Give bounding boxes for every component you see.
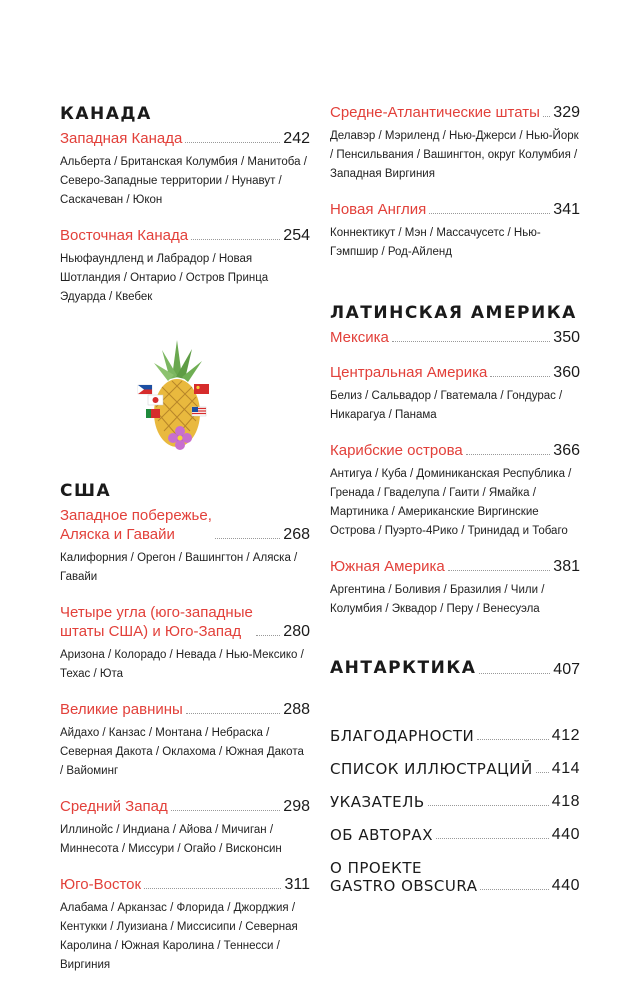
toc-entry[interactable] xyxy=(60,129,310,210)
toc-entry[interactable] xyxy=(60,875,310,975)
toc-entry-title[interactable]: Средний Запад xyxy=(60,798,168,815)
toc-entry-title[interactable]: Юго-Восток xyxy=(60,876,142,893)
toc-entry-title[interactable]: Четыре угла (юго-западные штаты США) и Юго-Запад xyxy=(60,604,253,640)
dot-leader xyxy=(144,888,281,889)
dot-leader xyxy=(429,213,550,214)
dot-leader xyxy=(490,376,550,377)
toc-back-entry[interactable] xyxy=(330,727,580,745)
toc-entry-regions: Коннектикут / Мэн / Массачусетс / Нью-Гэмпшир / Род-Айленд xyxy=(330,227,541,258)
toc-page-number: 381 xyxy=(553,558,580,575)
toc-page-number: 418 xyxy=(551,793,580,810)
toc-entry-head[interactable] xyxy=(330,103,580,122)
pineapple-with-flags-icon xyxy=(132,335,222,453)
toc-page-number: 412 xyxy=(551,727,580,744)
toc-entry[interactable] xyxy=(330,557,580,619)
toc-entry-regions: Антигуа / Куба / Доминиканская Республика / Гренада / Гваделупа / Гаити / Ямайка / Мартиника / Американские Виргинские Острова / Пуэрто-4Рико / Тринидад и Тобаго xyxy=(330,468,572,537)
toc-entry-regions: Ньюфаундленд и Лабрадор / Новая Шотландия / Онтарио / Остров Принца Эдуарда / Квебек xyxy=(60,253,269,303)
back-matter xyxy=(330,727,580,895)
toc-entry[interactable] xyxy=(330,363,580,425)
toc-back-entry[interactable] xyxy=(330,859,580,895)
toc-page-number: 298 xyxy=(283,798,310,815)
dot-leader xyxy=(186,713,280,714)
dot-leader xyxy=(185,142,280,143)
toc-entry-title[interactable]: Южная Америка xyxy=(330,558,445,575)
toc-entry-regions: Альберта / Британская Колумбия / Манитоба / Северо-Западные территории / Нунавут / Саскачеван / Юкон xyxy=(60,156,307,206)
dot-leader xyxy=(171,810,281,811)
dot-leader xyxy=(536,772,549,773)
toc-entry[interactable] xyxy=(60,226,310,307)
toc-page-number: 288 xyxy=(283,701,310,718)
toc-page-number: 366 xyxy=(553,442,580,459)
toc-entry-title[interactable]: Восточная Канада xyxy=(60,227,189,244)
dot-leader xyxy=(543,116,550,117)
dot-leader xyxy=(479,673,550,674)
toc-entry-title[interactable]: Западная Канада xyxy=(60,130,183,147)
toc-entry-title[interactable]: Западное побережье, Аляска и Гавайи xyxy=(60,507,212,543)
toc-entry[interactable] xyxy=(330,103,580,184)
toc-back-entry-title[interactable]: УКАЗАТЕЛЬ xyxy=(330,793,425,811)
toc-page-number: 341 xyxy=(553,201,580,218)
toc-entry-regions: Айдахо / Канзас / Монтана / Небраска / Северная Дакота / Оклахома / Южная Дакота / Вайоминг xyxy=(60,727,304,777)
toc-page-number: 329 xyxy=(553,104,580,121)
toc-entry-title[interactable]: Карибские острова xyxy=(330,442,463,459)
toc-back-entry-title[interactable]: СПИСОК ИЛЛЮСТРАЦИЙ xyxy=(330,760,533,778)
toc-entry-title[interactable]: Мексика xyxy=(330,329,389,346)
toc-entry-title[interactable]: Новая Англия xyxy=(330,201,427,218)
dot-leader xyxy=(477,739,549,740)
left-column xyxy=(60,103,310,991)
toc-entry-regions: Аризона / Колорадо / Невада / Нью-Мексико / Техас / Юта xyxy=(60,649,304,680)
toc-page-number: 242 xyxy=(283,130,310,147)
toc-back-entry[interactable] xyxy=(330,826,580,844)
dot-leader xyxy=(215,538,280,539)
toc-page-number: 280 xyxy=(283,623,310,640)
toc-entry-title[interactable]: Средне-Атлантические штаты xyxy=(330,104,540,121)
toc-page-number: 350 xyxy=(553,329,580,346)
toc-entry-head[interactable] xyxy=(330,200,580,219)
toc-entry-head[interactable] xyxy=(60,797,310,816)
toc-entry[interactable] xyxy=(60,506,310,587)
toc-entry[interactable] xyxy=(330,328,580,347)
toc-entry[interactable] xyxy=(60,700,310,781)
right-column xyxy=(330,103,580,910)
toc-entry-head[interactable] xyxy=(60,875,310,894)
toc-page-number: 268 xyxy=(283,526,310,543)
toc-back-entry[interactable] xyxy=(330,760,580,778)
toc-back-entry[interactable] xyxy=(330,793,580,811)
dot-leader xyxy=(256,635,280,636)
section-canada xyxy=(60,103,310,307)
toc-page-number: 311 xyxy=(284,876,310,893)
toc-page-number: 440 xyxy=(551,826,580,843)
toc-entry-regions: Аргентина / Боливия / Бразилия / Чили / Колумбия / Эквадор / Перу / Венесуэла xyxy=(330,584,545,615)
toc-entry-title[interactable]: Центральная Америка xyxy=(330,364,488,381)
toc-entry-regions: Калифорния / Орегон / Вашингтон / Аляска / Гавайи xyxy=(60,552,298,583)
toc-entry-head[interactable] xyxy=(60,603,310,641)
section-title-latin-america: ЛАТИНСКАЯ АМЕРИКА xyxy=(330,303,577,323)
section-title-antarctica[interactable]: АНТАРКТИКА xyxy=(330,658,477,678)
section-usa xyxy=(60,480,310,975)
toc-entry[interactable] xyxy=(330,441,580,541)
toc-page-number: 360 xyxy=(553,364,580,381)
toc-entry-head[interactable] xyxy=(330,328,580,347)
toc-entry-head[interactable] xyxy=(60,226,310,245)
dot-leader xyxy=(480,889,548,890)
toc-entry-head[interactable] xyxy=(60,129,310,148)
toc-entry-head[interactable] xyxy=(330,557,580,576)
toc-entry[interactable] xyxy=(60,797,310,859)
toc-entry-regions: Белиз / Сальвадор / Гватемала / Гондурас / Никарагуа / Панама xyxy=(330,390,563,421)
toc-back-entry-title[interactable]: ОБ АВТОРАХ xyxy=(330,826,433,844)
toc-page-number: 407 xyxy=(553,661,580,678)
section-antarctica[interactable] xyxy=(330,657,580,679)
toc-back-entry-title[interactable]: О ПРОЕКТЕ GASTRO OBSCURA xyxy=(330,859,478,895)
toc-page-number: 254 xyxy=(283,227,310,244)
toc-entry-head[interactable] xyxy=(330,441,580,460)
section-latin-america xyxy=(330,302,580,619)
dot-leader xyxy=(466,454,551,455)
dot-leader xyxy=(448,570,551,571)
dot-leader xyxy=(392,341,550,342)
section-title-usa: США xyxy=(60,481,112,501)
toc-entry-head[interactable] xyxy=(60,700,310,719)
dot-leader xyxy=(191,239,280,240)
toc-back-entry-title[interactable]: БЛАГОДАРНОСТИ xyxy=(330,727,475,745)
dot-leader xyxy=(428,805,549,806)
toc-entry-regions: Алабама / Арканзас / Флорида / Джорджия / Кентукки / Луизиана / Миссисипи / Северная Каролина / Южная Каролина / Теннесси / Виргиния xyxy=(60,902,298,971)
toc-entry-regions: Делавэр / Мэриленд / Нью-Джерси / Нью-Йорк / Пенсильвания / Вашингтон, округ Колумбия / Западная Виргиния xyxy=(330,130,579,180)
toc-entry-title[interactable]: Великие равнины xyxy=(60,701,183,718)
toc-page-number: 414 xyxy=(551,760,580,777)
toc-entry-regions: Иллинойс / Индиана / Айова / Мичиган / Миннесота / Миссури / Огайо / Висконсин xyxy=(60,824,282,855)
pineapple-leaves-icon xyxy=(154,340,202,382)
toc-entry-head[interactable] xyxy=(60,506,310,544)
toc-entry-head[interactable] xyxy=(330,363,580,382)
section-title-canada: КАНАДА xyxy=(60,104,152,124)
toc-page-number: 440 xyxy=(551,877,580,894)
toc-entry[interactable] xyxy=(60,603,310,684)
dot-leader xyxy=(436,838,549,839)
section-usa-continued xyxy=(330,103,580,262)
toc-entry[interactable] xyxy=(330,200,580,262)
